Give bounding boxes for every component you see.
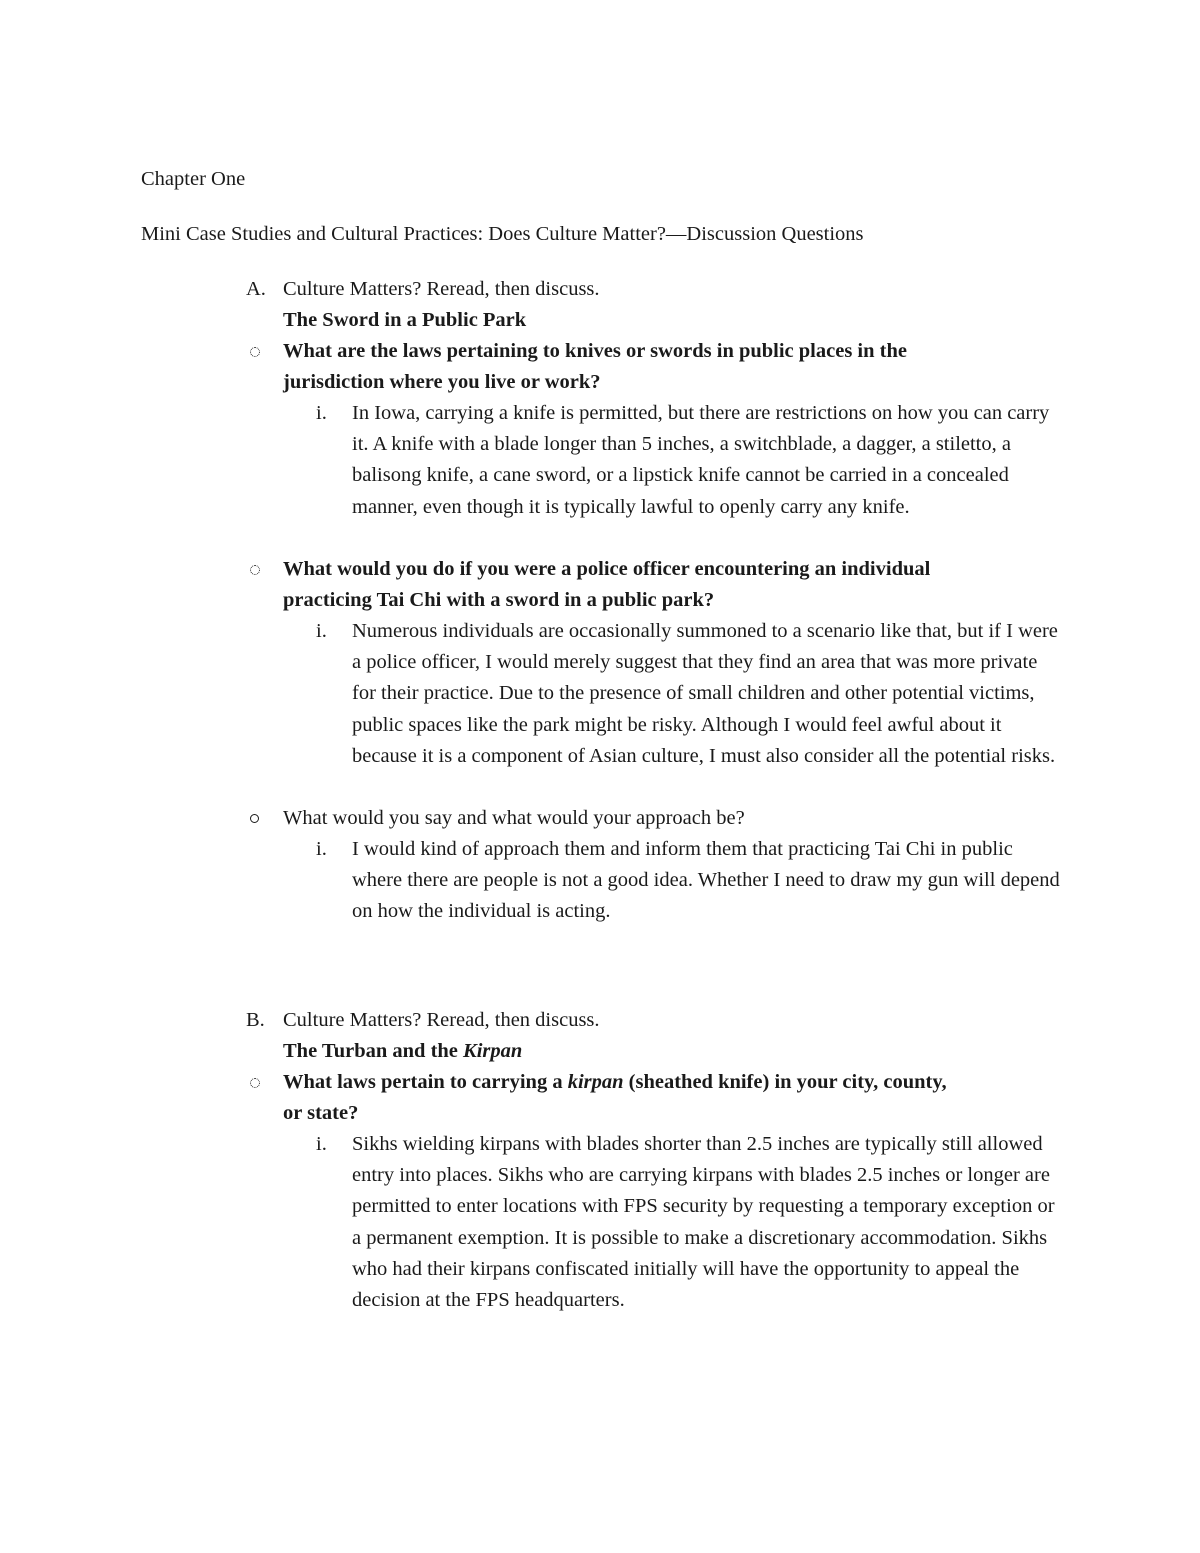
section-a-title: The Sword in a Public Park bbox=[283, 309, 527, 331]
dotted-circle-bullet-icon bbox=[250, 347, 260, 357]
section-a-question-1-line-2: jurisdiction where you live or work? bbox=[283, 371, 601, 393]
section-b-question-1-line-1 bbox=[283, 1067, 947, 1098]
page-heading: Mini Case Studies and Cultural Practices: Does Culture Matter?—Discussion Questions bbox=[141, 223, 864, 245]
section-a-question-3: What would you say and what would your approach be? bbox=[283, 807, 745, 829]
section-b-title-text: The Turban and the bbox=[283, 1040, 464, 1062]
section-a-intro: Culture Matters? Reread, then discuss. bbox=[283, 278, 600, 300]
section-b-answer-1-marker: i. bbox=[316, 1133, 327, 1155]
section-a-question-2-line-1: What would you do if you were a police officer encountering an individual bbox=[283, 558, 931, 580]
section-a-question-2-line-2: practicing Tai Chi with a sword in a public park? bbox=[283, 589, 715, 611]
section-b-intro: Culture Matters? Reread, then discuss. bbox=[283, 1009, 600, 1031]
section-b-title-italic: Kirpan bbox=[463, 1040, 523, 1062]
section-a-answer-3-marker: i. bbox=[316, 838, 327, 860]
section-a-letter: A. bbox=[246, 278, 266, 300]
section-b-question-1-text-a: What laws pertain to carrying a bbox=[283, 1071, 568, 1093]
chapter-title: Chapter One bbox=[141, 168, 246, 190]
dotted-circle-bullet-icon bbox=[250, 565, 260, 575]
circle-bullet-icon bbox=[250, 814, 259, 823]
dotted-circle-bullet-icon bbox=[250, 1078, 260, 1088]
section-b-question-1-italic: kirpan bbox=[567, 1071, 624, 1093]
section-a-question-1-line-1: What are the laws pertaining to knives or swords in public places in the bbox=[283, 340, 907, 362]
section-b-question-1-text-b: (sheathed knife) in your city, county, bbox=[623, 1071, 947, 1093]
section-b-answer-1: Sikhs wielding kirpans with blades shorter than 2.5 inches are typically still allowed entry into places. Sikhs who are carrying kirpans with blades 2.5 inches or longer are permitted to enter locations with FPS security by requesting a temporary exception or a permanent exemption. It is possible to make a discretionary accommodation. Sikhs who had their kirpans confiscated initially will have the opportunity to appeal the decision at the FPS headquarters. bbox=[352, 1133, 1055, 1312]
section-a-answer-1: In Iowa, carrying a knife is permitted, but there are restrictions on how you can carry it. A knife with a blade longer than 5 inches, a switchblade, a dagger, a stiletto, a balisong knife, a cane sword, or a lipstick knife cannot be carried in a concealed manner, even though it is typically lawful to openly carry any knife. bbox=[352, 402, 1050, 518]
section-b-letter: B. bbox=[246, 1009, 265, 1031]
section-a-answer-2-marker: i. bbox=[316, 620, 327, 642]
section-a-answer-2: Numerous individuals are occasionally summoned to a scenario like that, but if I were a police officer, I would merely suggest that they find an area that was more private for their practice. Due to the presence of small children and other potential victims, public spaces like the park might be risky. Although I would feel awful about it because it is a component of Asian culture, I must also consider all the potential risks. bbox=[352, 620, 1058, 767]
section-a-answer-1-marker: i. bbox=[316, 402, 327, 424]
section-b-question-1-line-2: or state? bbox=[283, 1102, 359, 1124]
section-a-answer-3: I would kind of approach them and inform them that practicing Tai Chi in public where there are people is not a good idea. Whether I need to draw my gun will depend on how the individual is acting. bbox=[352, 838, 1060, 923]
section-b-title bbox=[283, 1036, 522, 1067]
